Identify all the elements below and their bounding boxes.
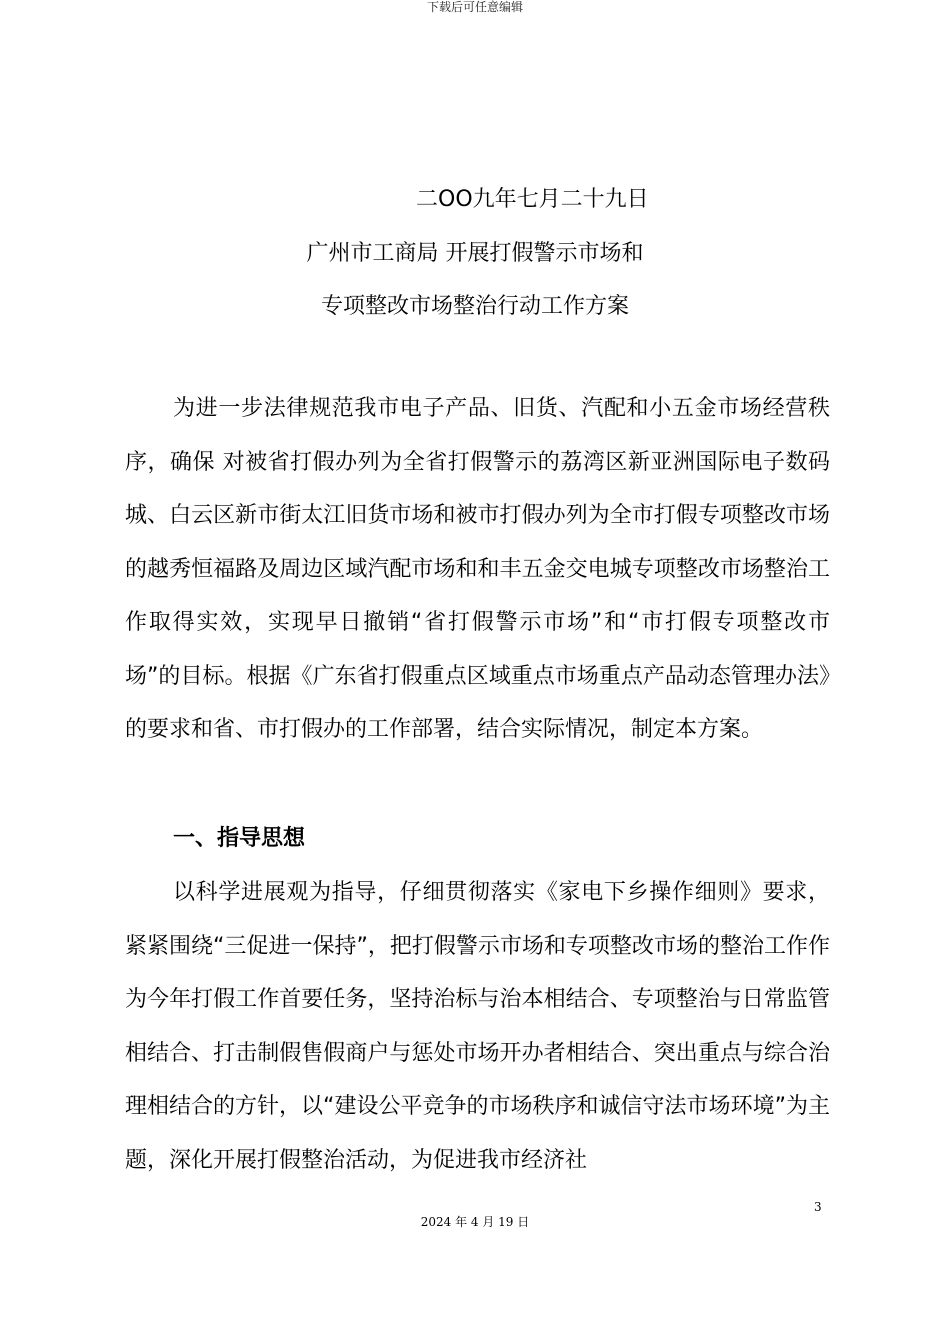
header-note: 下载后可任意编辑 xyxy=(426,0,523,14)
body-paragraph-2 xyxy=(125,866,830,1187)
body-paragraph-1 xyxy=(125,382,830,757)
paragraph-text: 以科学进展观为指导，仔细贯彻落实《家电下乡操作细则》要求，紧紧围绕“三促进一保持”，把打假警示市场和专项整改市场的整治工作作为今年打假工作首要任务，坚持治标与治本相结合、专项整治与日常监管相结合、打击制假售假商户与惩处市场开办者相结合、突出重点与综合治理相结合的方针，以“建设公平竞争的市场秩序和诚信守法市场环境”为主题，深化开展打假整治活动，为促进我市经济社 xyxy=(125,880,830,1173)
document-date: 二OO九年七月二十九日 xyxy=(416,187,649,212)
paragraph-text: 为进一步法律规范我市电子产品、旧货、汽配和小五金市场经营秩序，确保 对被省打假办列为全省打假警示的荔湾区新亚洲国际电子数码城、白云区新市街太江旧货市场和被市打假办列为全市打假专项整改市场的越秀恒福路及周边区域汽配市场和和丰五金交电城专项整改市场整治工作取得实效，实现早日撤销“省打假警示市场”和“市打假专项整改市场”的目标。根据《广东省打假重点区域重点市场重点产品动态管理办法》的要求和省、市打假办的工作部署，结合实际情况，制定本方案。 xyxy=(125,396,830,742)
document-title-line-1: 广州市工商局 开展打假警示市场和 xyxy=(306,241,644,266)
section-heading: 一、指导思想 xyxy=(173,826,306,851)
footer-date: 2024 年 4 月 19 日 xyxy=(420,1215,530,1229)
page-number: 3 xyxy=(814,1200,822,1214)
document-title-line-2: 专项整改市场整治行动工作方案 xyxy=(320,294,629,319)
